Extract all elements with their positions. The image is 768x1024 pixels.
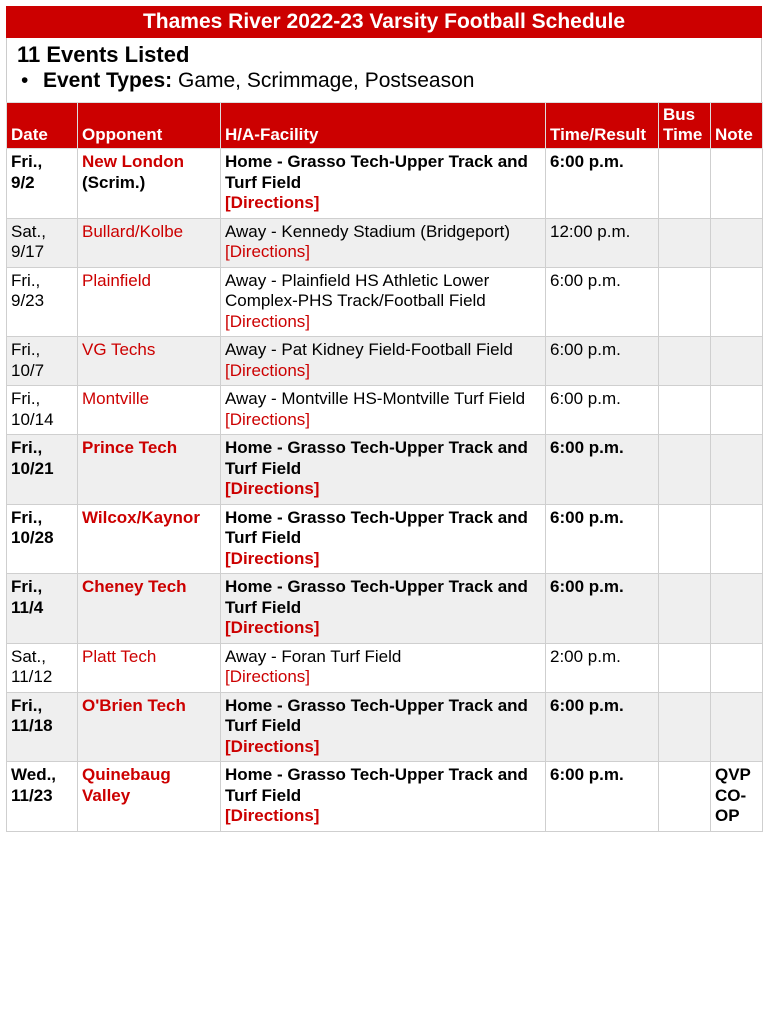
- table-row: [7, 386, 763, 435]
- facility-text: Home - Grasso Tech-Upper Track and Turf Field: [225, 438, 528, 478]
- opponent-cell: [78, 267, 221, 337]
- directions-link[interactable]: [Directions]: [225, 806, 320, 825]
- schedule-container: [6, 6, 762, 832]
- event-day: Fri.,: [11, 438, 43, 457]
- bus-time-cell: [659, 149, 711, 219]
- bus-time-cell: [659, 267, 711, 337]
- opponent-link[interactable]: Cheney Tech: [82, 577, 187, 596]
- opponent-link[interactable]: Prince Tech: [82, 438, 178, 457]
- table-header-row: [7, 103, 763, 149]
- opponent-link[interactable]: New London: [82, 152, 184, 171]
- time-cell: [546, 149, 659, 219]
- opponent-link[interactable]: Quinebaug Valley: [82, 765, 171, 805]
- opponent-link[interactable]: Plainfield: [82, 270, 151, 290]
- table-row: [7, 267, 763, 337]
- event-date: 11/18: [11, 716, 53, 735]
- table-row: [7, 574, 763, 644]
- table-row: [7, 218, 763, 267]
- opponent-cell: [78, 218, 221, 267]
- facility-cell: [221, 643, 546, 692]
- time-cell: [546, 643, 659, 692]
- time-cell: [546, 692, 659, 762]
- facility-text: Home - Grasso Tech-Upper Track and Turf Field: [225, 577, 528, 617]
- bus-time-cell: [659, 504, 711, 574]
- date-cell: [7, 762, 78, 832]
- opponent-cell: [78, 574, 221, 644]
- bus-time-cell: [659, 762, 711, 832]
- event-date: 9/2: [11, 172, 35, 192]
- event-date: 11/12: [11, 667, 53, 686]
- note-cell: [711, 762, 763, 832]
- event-time: 6:00 p.m.: [550, 270, 621, 290]
- event-time: 12:00 p.m.: [550, 221, 631, 241]
- event-date: 9/23: [11, 291, 45, 310]
- facility-cell: [221, 267, 546, 337]
- event-time: 6:00 p.m.: [550, 695, 624, 715]
- event-day: Sat.,: [11, 646, 46, 666]
- date-cell: [7, 218, 78, 267]
- event-day: Fri.,: [11, 507, 43, 527]
- column-header-note[interactable]: Note: [711, 103, 763, 149]
- event-time: 6:00 p.m.: [550, 507, 624, 527]
- facility-text: Home - Grasso Tech-Upper Track and Turf Field: [225, 695, 528, 735]
- table-row: [7, 504, 763, 574]
- event-time: 6:00 p.m.: [550, 152, 624, 171]
- event-day: Fri.,: [11, 389, 41, 408]
- opponent-cell: [78, 149, 221, 219]
- bus-time-cell: [659, 386, 711, 435]
- event-time: 6:00 p.m.: [550, 340, 621, 359]
- directions-link[interactable]: [Directions]: [225, 479, 320, 498]
- opponent-cell: [78, 762, 221, 832]
- note-cell: [711, 643, 763, 692]
- event-date: 10/7: [11, 360, 45, 380]
- event-time: 6:00 p.m.: [550, 577, 624, 596]
- event-time: 6:00 p.m.: [550, 765, 624, 784]
- directions-link[interactable]: [Directions]: [225, 311, 311, 331]
- time-cell: [546, 218, 659, 267]
- bus-time-cell: [659, 643, 711, 692]
- directions-link[interactable]: [Directions]: [225, 193, 320, 212]
- event-types-value: Game, Scrimmage, Postseason: [172, 69, 475, 92]
- event-date: 11/23: [11, 785, 53, 805]
- facility-text: Home - Grasso Tech-Upper Track and Turf Field: [225, 507, 528, 547]
- date-cell: [7, 692, 78, 762]
- date-cell: [7, 435, 78, 505]
- opponent-cell: [78, 435, 221, 505]
- time-cell: [546, 435, 659, 505]
- note-cell: [711, 574, 763, 644]
- schedule-body: [7, 149, 763, 832]
- facility-cell: [221, 337, 546, 386]
- directions-link[interactable]: [Directions]: [225, 242, 311, 261]
- note-cell: [711, 435, 763, 505]
- event-time: 6:00 p.m.: [550, 438, 624, 457]
- directions-link[interactable]: [Directions]: [225, 548, 320, 568]
- time-cell: [546, 267, 659, 337]
- event-count: 11 Events Listed: [17, 42, 190, 67]
- table-row: [7, 149, 763, 219]
- facility-text: Away - Foran Turf Field: [225, 646, 402, 666]
- directions-link[interactable]: [Directions]: [225, 736, 320, 756]
- facility-cell: [221, 218, 546, 267]
- event-day: Wed.,: [11, 765, 57, 784]
- note-cell: [711, 692, 763, 762]
- column-header-time[interactable]: Time/Result: [546, 103, 659, 149]
- note-cell: [711, 337, 763, 386]
- facility-text: Away - Plainfield HS Athletic Lower Complex-PHS Track/Football Field: [225, 270, 490, 310]
- date-cell: [7, 643, 78, 692]
- opponent-cell: [78, 643, 221, 692]
- event-types: [17, 68, 751, 94]
- event-day: Fri.,: [11, 577, 43, 596]
- event-day: Sat.,: [11, 221, 46, 241]
- bullet-icon: •: [21, 69, 29, 92]
- facility-cell: [221, 504, 546, 574]
- column-header-bus-time[interactable]: Bus Time: [659, 103, 711, 149]
- event-note: QVP CO-OP: [715, 765, 751, 825]
- schedule-table: [6, 102, 763, 832]
- directions-link[interactable]: [Directions]: [225, 667, 311, 686]
- note-cell: [711, 504, 763, 574]
- opponent-link[interactable]: Bullard/Kolbe: [82, 221, 184, 241]
- note-cell: [711, 149, 763, 219]
- event-day: Fri.,: [11, 695, 43, 715]
- bus-time-cell: [659, 692, 711, 762]
- directions-link[interactable]: [Directions]: [225, 409, 311, 429]
- date-cell: [7, 337, 78, 386]
- event-time: 6:00 p.m.: [550, 389, 621, 408]
- event-day: Fri.,: [11, 152, 43, 171]
- facility-cell: [221, 692, 546, 762]
- table-row: [7, 762, 763, 832]
- column-header-opponent[interactable]: Opponent: [78, 103, 221, 149]
- facility-text: Away - Kennedy Stadium (Bridgeport): [225, 221, 511, 241]
- facility-text: Home - Grasso Tech-Upper Track and Turf Field: [225, 152, 528, 192]
- note-cell: [711, 386, 763, 435]
- date-cell: [7, 267, 78, 337]
- event-time: 2:00 p.m.: [550, 646, 621, 666]
- time-cell: [546, 386, 659, 435]
- time-cell: [546, 504, 659, 574]
- event-type-suffix: (Scrim.): [82, 172, 146, 192]
- date-cell: [7, 386, 78, 435]
- opponent-link[interactable]: VG Techs: [82, 340, 156, 359]
- event-date: 10/14: [11, 409, 54, 429]
- date-cell: [7, 574, 78, 644]
- date-cell: [7, 149, 78, 219]
- note-cell: [711, 218, 763, 267]
- directions-link[interactable]: [Directions]: [225, 618, 320, 637]
- time-cell: [546, 762, 659, 832]
- bus-time-cell: [659, 218, 711, 267]
- time-cell: [546, 574, 659, 644]
- opponent-link[interactable]: Wilcox/Kaynor: [82, 507, 200, 527]
- date-cell: [7, 504, 78, 574]
- column-header-facility[interactable]: H/A-Facility: [221, 103, 546, 149]
- table-row: [7, 692, 763, 762]
- schedule-summary: [6, 38, 762, 102]
- facility-cell: [221, 149, 546, 219]
- facility-cell: [221, 386, 546, 435]
- table-row: [7, 643, 763, 692]
- event-date: 10/21: [11, 458, 54, 478]
- facility-cell: [221, 435, 546, 505]
- opponent-link[interactable]: Montville: [82, 389, 150, 408]
- bus-time-cell: [659, 435, 711, 505]
- event-date: 10/28: [11, 528, 54, 547]
- event-types-label: Event Types:: [43, 69, 173, 92]
- event-day: Fri.,: [11, 340, 41, 359]
- event-date: 9/17: [11, 242, 45, 261]
- opponent-link[interactable]: O'Brien Tech: [82, 695, 186, 715]
- facility-text: Home - Grasso Tech-Upper Track and Turf Field: [225, 765, 528, 805]
- time-cell: [546, 337, 659, 386]
- facility-cell: [221, 762, 546, 832]
- opponent-link[interactable]: Platt Tech: [82, 646, 157, 666]
- facility-text: Away - Montville HS-Montville Turf Field: [225, 389, 526, 408]
- table-row: [7, 337, 763, 386]
- opponent-cell: [78, 692, 221, 762]
- event-date: 11/4: [11, 597, 44, 617]
- bus-time-cell: [659, 337, 711, 386]
- facility-text: Away - Pat Kidney Field-Football Field: [225, 340, 513, 359]
- directions-link[interactable]: [Directions]: [225, 360, 311, 380]
- schedule-title: Thames River 2022-23 Varsity Football Schedule: [6, 6, 762, 38]
- note-cell: [711, 267, 763, 337]
- table-row: [7, 435, 763, 505]
- opponent-cell: [78, 504, 221, 574]
- column-header-date[interactable]: Date: [7, 103, 78, 149]
- opponent-cell: [78, 386, 221, 435]
- opponent-cell: [78, 337, 221, 386]
- event-day: Fri.,: [11, 270, 41, 290]
- bus-time-cell: [659, 574, 711, 644]
- facility-cell: [221, 574, 546, 644]
